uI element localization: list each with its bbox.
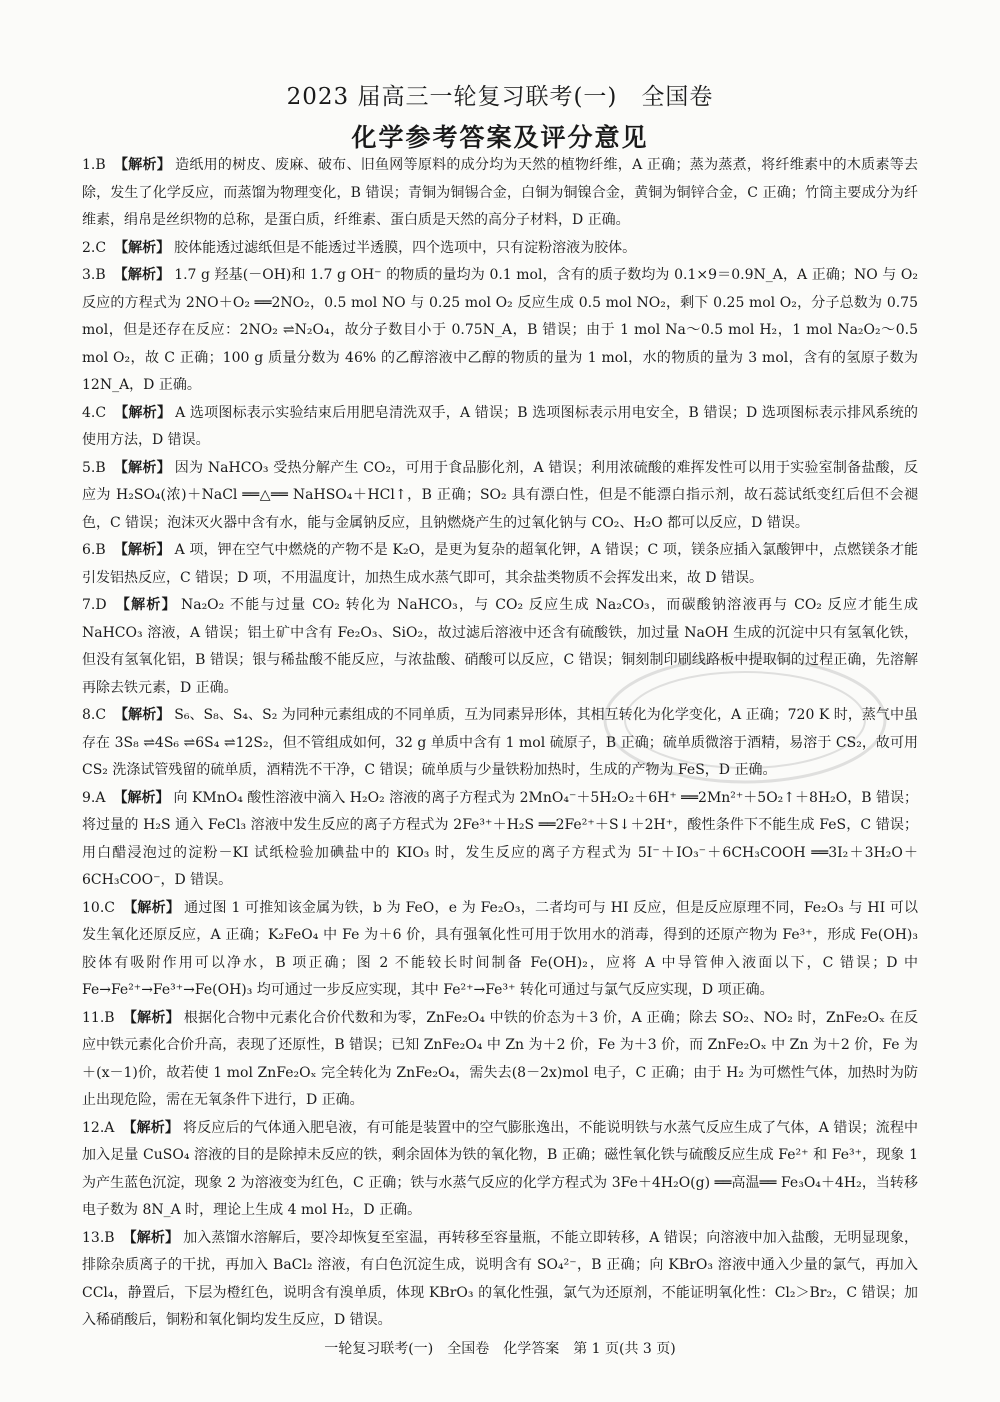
answer-number: 12.A — [82, 1119, 115, 1136]
answer-explanation: Na₂O₂ 不能与过量 CO₂ 转化为 NaHCO₃，与 CO₂ 反应生成 Na₂CO₃，而碳酸钠溶液再与 CO₂ 反应才能生成 NaHCO₃ 溶液，A 错误；铝土矿中含有 Fe₂O₃、SiO₂，故过滤后溶液中还含有硫酸铁，加过量 NaOH 生成的沉淀中只有氢氧化铁，但没有氢氧化铝，B 错误；银与稀盐酸不能反应，与浓盐酸、硝酸可以反应，C 错误；铜刻制印刷线路板中提取铜的过程正确，先溶解再除去铁元素，D 正确。 — [82, 597, 919, 696]
answer-explanation: 根据化合物中元素化合价代数和为零，ZnFe₂O₄ 中铁的价态为＋3 价，A 正确；除去 SO₂、NO₂ 时，ZnFe₂Oₓ 在反应中铁元素化合价升高，表现了还原性，B 错误；已知 ZnFe₂O₄ 中 Zn 为＋2 价，Fe 为＋3 价，而 ZnFe₂Oₓ 中 Zn 为＋2 价，Fe 为＋(x－1)价，故若使 1 mol ZnFe₂Oₓ 完全转化为 ZnFe₂O₄，需失去(8－2x)mol 电子，C 正确；由于 H₂ 为可燃性气体，加热时为防止出现危险，需在无氧条件下进行，D 正确。 — [82, 1009, 918, 1108]
analysis-tag: 【解析】 — [114, 404, 172, 421]
analysis-tag: 【解析】 — [122, 1009, 180, 1026]
answer-explanation: 将反应后的气体通入肥皂液，有可能是装置中的空气膨胀逸出，不能说明铁与水蒸气反应生成了气体，A 错误；流程中加入足量 CuSO₄ 溶液的目的是除掉未反应的铁，剩余固体为铁的氧化物，B 正确；磁性氧化铁与硫酸反应生成 Fe²⁺ 和 Fe³⁺，现象 1 为产生蓝色沉淀，现象 2 为溶液变为红色，C 正确；铁与水蒸气反应的化学方程式为 3Fe＋4H₂O(g) ══高温══ Fe₃O₄＋4H₂，当转移电子数为 8N_A 时，理论上生成 4 mol H₂，D 正确。 — [82, 1119, 919, 1218]
analysis-tag: 【解析】 — [122, 1229, 180, 1246]
analysis-tag: 【解析】 — [113, 789, 170, 806]
page-footer: 一轮复习联考(一) 全国卷 化学答案 第 1 页(共 3 页) — [324, 1341, 676, 1357]
answer-number: 11.B — [82, 1009, 115, 1026]
answer-explanation: A 项，钾在空气中燃烧的产物不是 K₂O，是更为复杂的超氧化钾，A 错误；C 项，镁条应插入氯酸钾中，点燃镁条才能引发铝热反应，C 错误；D 项，不用温度计，加热生成水蒸气即可，其余盐类物质不会挥发出来，故 D 错误。 — [82, 542, 919, 586]
answer-item — [82, 592, 918, 702]
analysis-tag: 【解析】 — [113, 459, 171, 476]
answer-explanation: 造纸用的树皮、废麻、破布、旧鱼网等原料的成分均为天然的植物纤维，A 正确；蒸为蒸煮，将纤维素中的木质素等去除，发生了化学反应，而蒸馏为物理变化，B 错误；青铜为铜锡合金，白铜为铜镍合金，黄铜为铜锌合金，C 正确；竹筒主要成分为纤维素，绢帛是丝织物的总称，是蛋白质，纤维素、蛋白质是天然的高分子材料，D 正确。 — [82, 157, 919, 228]
answer-explanation: 1.7 g 羟基(－OH)和 1.7 g OH⁻ 的物质的量均为 0.1 mol，含有的质子数均为 0.1×9＝0.9N_A，A 正确；NO 与 O₂ 反应的方程式为 2NO＋O₂ ══2NO₂，0.5 mol NO 与 0.25 mol O₂ 反应生成 0.5 mol NO₂，剩下 0.25 mol O₂，分子总数为 0.75 mol，但是还存在反应：2NO₂ ⇌N₂O₄，故分子数目小于 0.75N_A，B 错误；由于 1 mol Na～0.5 mol H₂，1 mol Na₂O₂～0.5 mol O₂，故 C 正确；100 g 质量分数为 46% 的乙醇溶液中乙醇的物质的量为 1 mol，水的物质的量为 3 mol，含有的氢原子数为 12N_A，D 正确。 — [82, 267, 918, 393]
document-subtitle: 化学参考答案及评分意见 — [351, 123, 649, 152]
answer-number: 3.B — [82, 267, 106, 283]
answer-item — [82, 235, 918, 263]
answer-item — [82, 1005, 918, 1115]
answer-explanation: 胶体能透过滤纸但是不能透过半透膜，四个选项中，只有淀粉溶液为胶体。 — [174, 239, 637, 256]
exam-title: 2023 届高三一轮复习联考(一) 全国卷 — [286, 84, 714, 110]
answer-explanation: 向 KMnO₄ 酸性溶液中滴入 H₂O₂ 溶液的离子方程式为 2MnO₄⁻＋5H₂O₂＋6H⁺ ══2Mn²⁺＋5O₂↑＋8H₂O，B 错误；将过量的 H₂S 通入 FeCl₃ 溶液中发生反应的离子方程式为 2Fe³⁺＋H₂S ══2Fe²⁺＋S↓＋2H⁺，酸性条件下不能生成 FeS，C 错误；用白醋浸泡过的淀粉－KI 试纸检验加碘盐中的 KIO₃ 时，发生反应的离子方程式为 5I⁻＋IO₃⁻＋6CH₃COOH ══3I₂＋3H₂O＋6CH₃COO⁻，D 错误。 — [82, 789, 919, 888]
answer-item — [82, 152, 918, 235]
answer-list — [82, 152, 918, 1335]
answer-item — [82, 400, 918, 455]
answer-number: 4.C — [82, 404, 107, 421]
analysis-tag: 【解析】 — [122, 1119, 180, 1136]
answer-explanation: 因为 NaHCO₃ 受热分解产生 CO₂，可用于食品膨化剂，A 错误；利用浓硫酸的难挥发性可以用于实验室制备盐酸，反应为 H₂SO₄(浓)＋NaCl ══△══ NaHSO₄＋HCl↑，B 正确；SO₂ 具有漂白性，但是不能漂白指示剂，故石蕊试纸变红后但不会褪色，C 错误；泡沫灭火器中含有水，能与金属钠反应，且钠燃烧产生的过氧化钠与 CO₂、H₂O 都可以反应，D 错误。 — [82, 459, 918, 531]
answer-number: 10.C — [82, 899, 115, 916]
answer-item — [82, 702, 918, 785]
analysis-tag: 【解析】 — [114, 239, 171, 256]
answer-number: 1.B — [82, 157, 106, 173]
analysis-tag: 【解析】 — [114, 707, 171, 723]
answer-item — [82, 537, 918, 592]
analysis-tag: 【解析】 — [113, 542, 171, 558]
answer-number: 5.B — [82, 459, 106, 476]
answer-number: 6.B — [82, 542, 106, 558]
analysis-tag: 【解析】 — [113, 267, 171, 283]
answer-number: 8.C — [82, 707, 107, 723]
answer-number: 9.A — [82, 789, 106, 806]
answer-item — [82, 262, 918, 400]
answer-explanation: 通过图 1 可推知该金属为铁，b 为 FeO，e 为 Fe₂O₃，二者均可与 HI 反应，但是反应原理不同，Fe₂O₃ 与 HI 可以发生氧化还原反应，A 正确；K₂FeO₄ 中 Fe 为＋6 价，具有强氧化性可用于饮用水的消毒，得到的还原产物为 Fe³⁺，形成 Fe(OH)₃ 胶体有吸附作用可以净水，B 项正确；图 2 不能较长时间制备 Fe(OH)₂，应将 A 中导管伸入液面以下，C 错误；D 中 Fe→Fe²⁺→Fe³⁺→Fe(OH)₃ 均可通过一步反应实现，其中 Fe²⁺→Fe³⁺ 转化可通过与氯气反应实现，D 项正确。 — [82, 899, 919, 998]
answer-item — [82, 895, 918, 1005]
answer-explanation: S₆、S₈、S₄、S₂ 为同种元素组成的不同单质，互为同素异形体，其相互转化为化学变化，A 正确；720 K 时，蒸气中虽存在 3S₈ ⇌4S₆ ⇌6S₄ ⇌12S₂，但不管组成如何，32 g 单质中含有 1 mol 硫原子，B 正确；硫单质微溶于酒精，易溶于 CS₂，故可用 CS₂ 洗涤试管残留的硫单质，酒精洗不干净，C 错误；硫单质与少量铁粉加热时，生成的产物为 FeS，D 正确。 — [82, 707, 918, 778]
answer-item — [82, 1115, 918, 1225]
answer-explanation: 加入蒸馏水溶解后，要冷却恢复至室温，再转移至容量瓶，不能立即转移，A 错误；向溶液中加入盐酸，无明显现象，排除杂质离子的干扰，再加入 BaCl₂ 溶液，有白色沉淀生成，说明含有 SO₄²⁻，B 正确；向 KBrO₃ 溶液中通入少量的氯气，再加入 CCl₄，静置后，下层为橙红色，说明含有溴单质，体现 KBrO₃ 的氧化性强，氯气为还原剂，不能证明氧化性：Cl₂＞Br₂，C 错误；加入稀硝酸后，铜粉和氧化铜均发生反应，D 错误。 — [82, 1229, 919, 1328]
answer-item — [82, 455, 918, 538]
answer-number: 7.D — [82, 597, 107, 613]
answer-number: 2.C — [82, 239, 107, 256]
analysis-tag: 【解析】 — [114, 597, 177, 613]
answer-item — [82, 1225, 918, 1335]
answer-explanation: A 选项图标表示实验结束后用肥皂清洗双手，A 错误；B 选项图标表示用电安全，B 错误；D 选项图标表示排风系统的使用方法，D 错误。 — [82, 404, 918, 448]
answer-item — [82, 785, 918, 895]
analysis-tag: 【解析】 — [113, 157, 172, 173]
answer-number: 13.B — [82, 1229, 115, 1246]
analysis-tag: 【解析】 — [122, 899, 181, 916]
